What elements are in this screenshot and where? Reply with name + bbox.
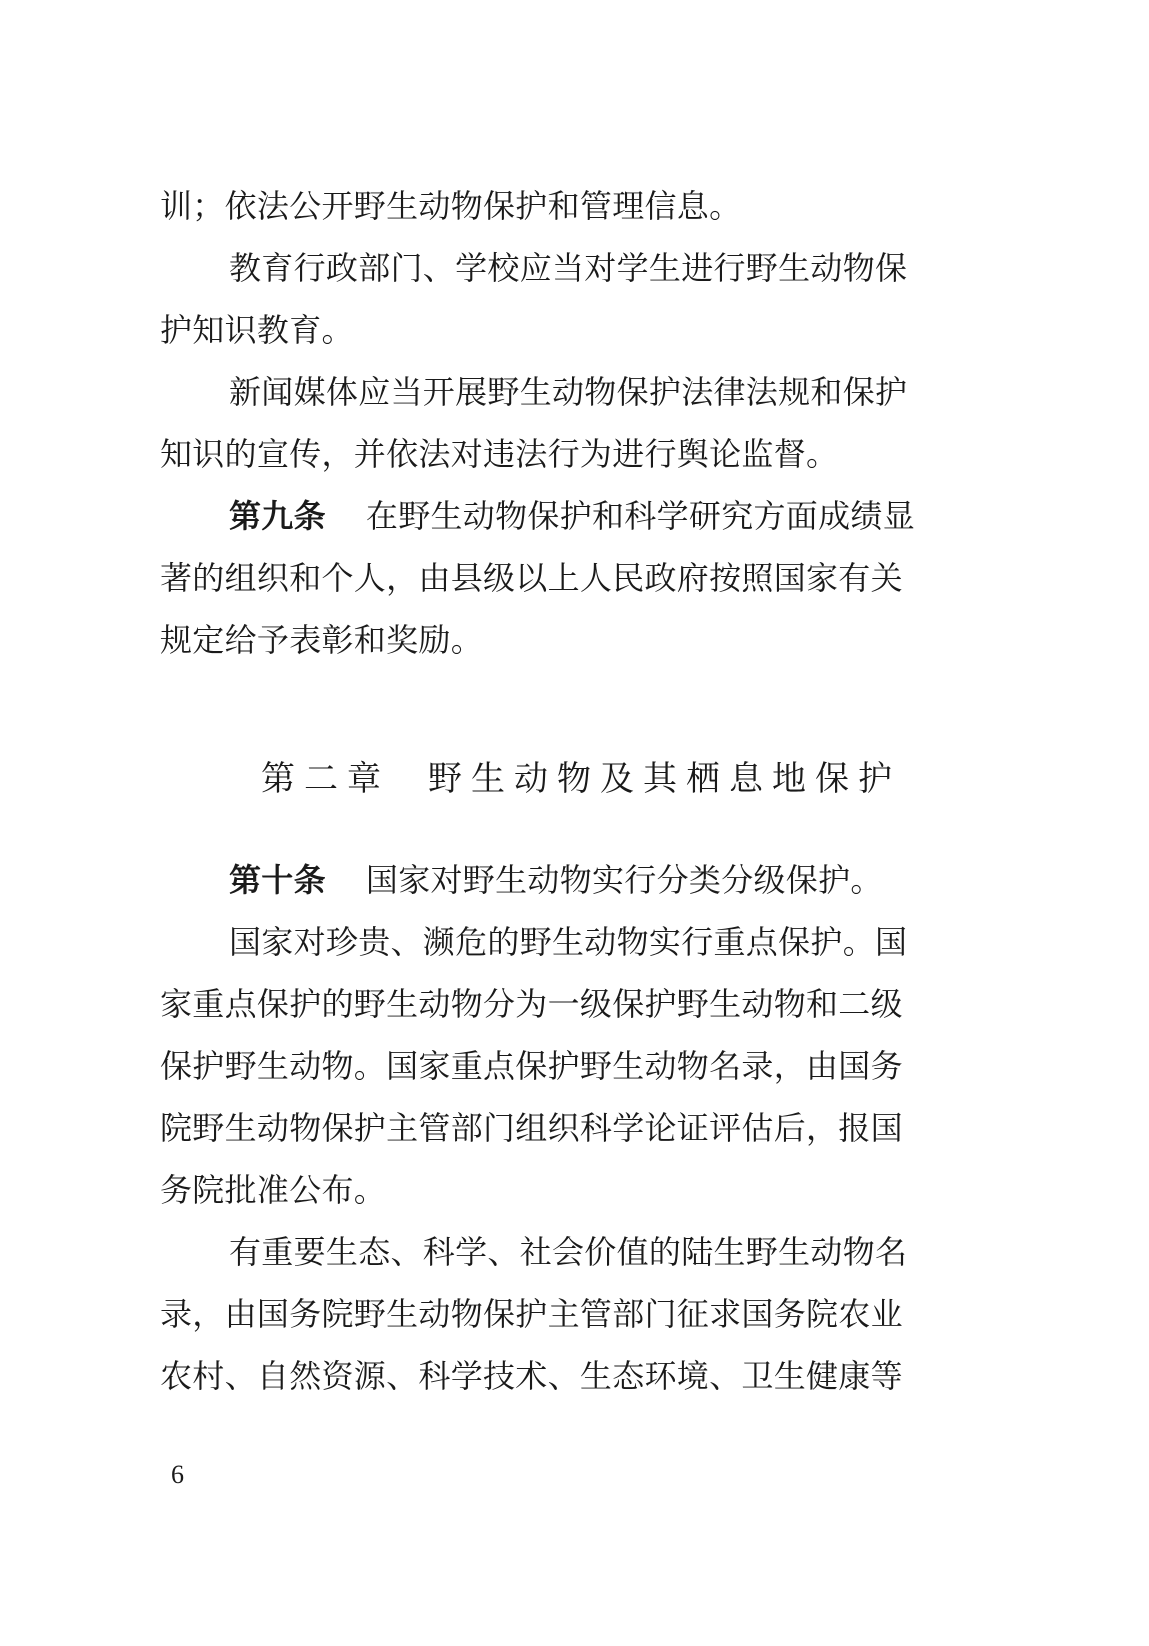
paragraph-line: 训；依法公开野生动物保护和管理信息。 <box>160 187 742 225</box>
paragraph-line: 著的组织和个人，由县级以上人民政府按照国家有关 <box>160 559 903 597</box>
paragraph-line: 新闻媒体应当开展野生动物保护法律法规和保护 <box>229 373 908 411</box>
paragraph-line: 教育行政部门、学校应当对学生进行野生动物保 <box>229 249 908 287</box>
article-10-text: 国家对野生动物实行分类分级保护。 <box>365 861 883 899</box>
article-10-label: 第十条 <box>229 861 326 899</box>
paragraph-line: 务院批准公布。 <box>160 1171 387 1209</box>
paragraph-line: 护知识教育。 <box>160 311 354 349</box>
paragraph-line: 农村、自然资源、科学技术、生态环境、卫生健康等 <box>160 1357 903 1395</box>
paragraph-line: 知识的宣传，并依法对违法行为进行舆论监督。 <box>160 435 839 473</box>
paragraph-line: 录，由国务院野生动物保护主管部门征求国务院农业 <box>160 1295 903 1333</box>
paragraph-line: 院野生动物保护主管部门组织科学论证评估后，报国 <box>160 1109 903 1147</box>
paragraph-line: 规定给予表彰和奖励。 <box>160 621 484 659</box>
paragraph-line: 家重点保护的野生动物分为一级保护野生动物和二级 <box>160 985 903 1023</box>
article-10-first-line <box>229 860 883 900</box>
paragraph-line: 国家对珍贵、濒危的野生动物实行重点保护。国 <box>229 923 908 961</box>
article-9-first-line <box>229 496 915 536</box>
chapter-title: 野生动物及其栖息地保护 <box>428 759 901 799</box>
page-number: 6 <box>171 1460 184 1489</box>
article-9-text: 在野生动物保护和科学研究方面成绩显 <box>365 497 916 535</box>
paragraph-line: 保护野生动物。国家重点保护野生动物名录，由国务 <box>160 1047 903 1085</box>
article-9-label: 第九条 <box>229 497 326 535</box>
chapter-heading <box>261 757 901 801</box>
chapter-number: 第二章 <box>261 759 390 799</box>
paragraph-line: 有重要生态、科学、社会价值的陆生野生动物名 <box>229 1233 908 1271</box>
